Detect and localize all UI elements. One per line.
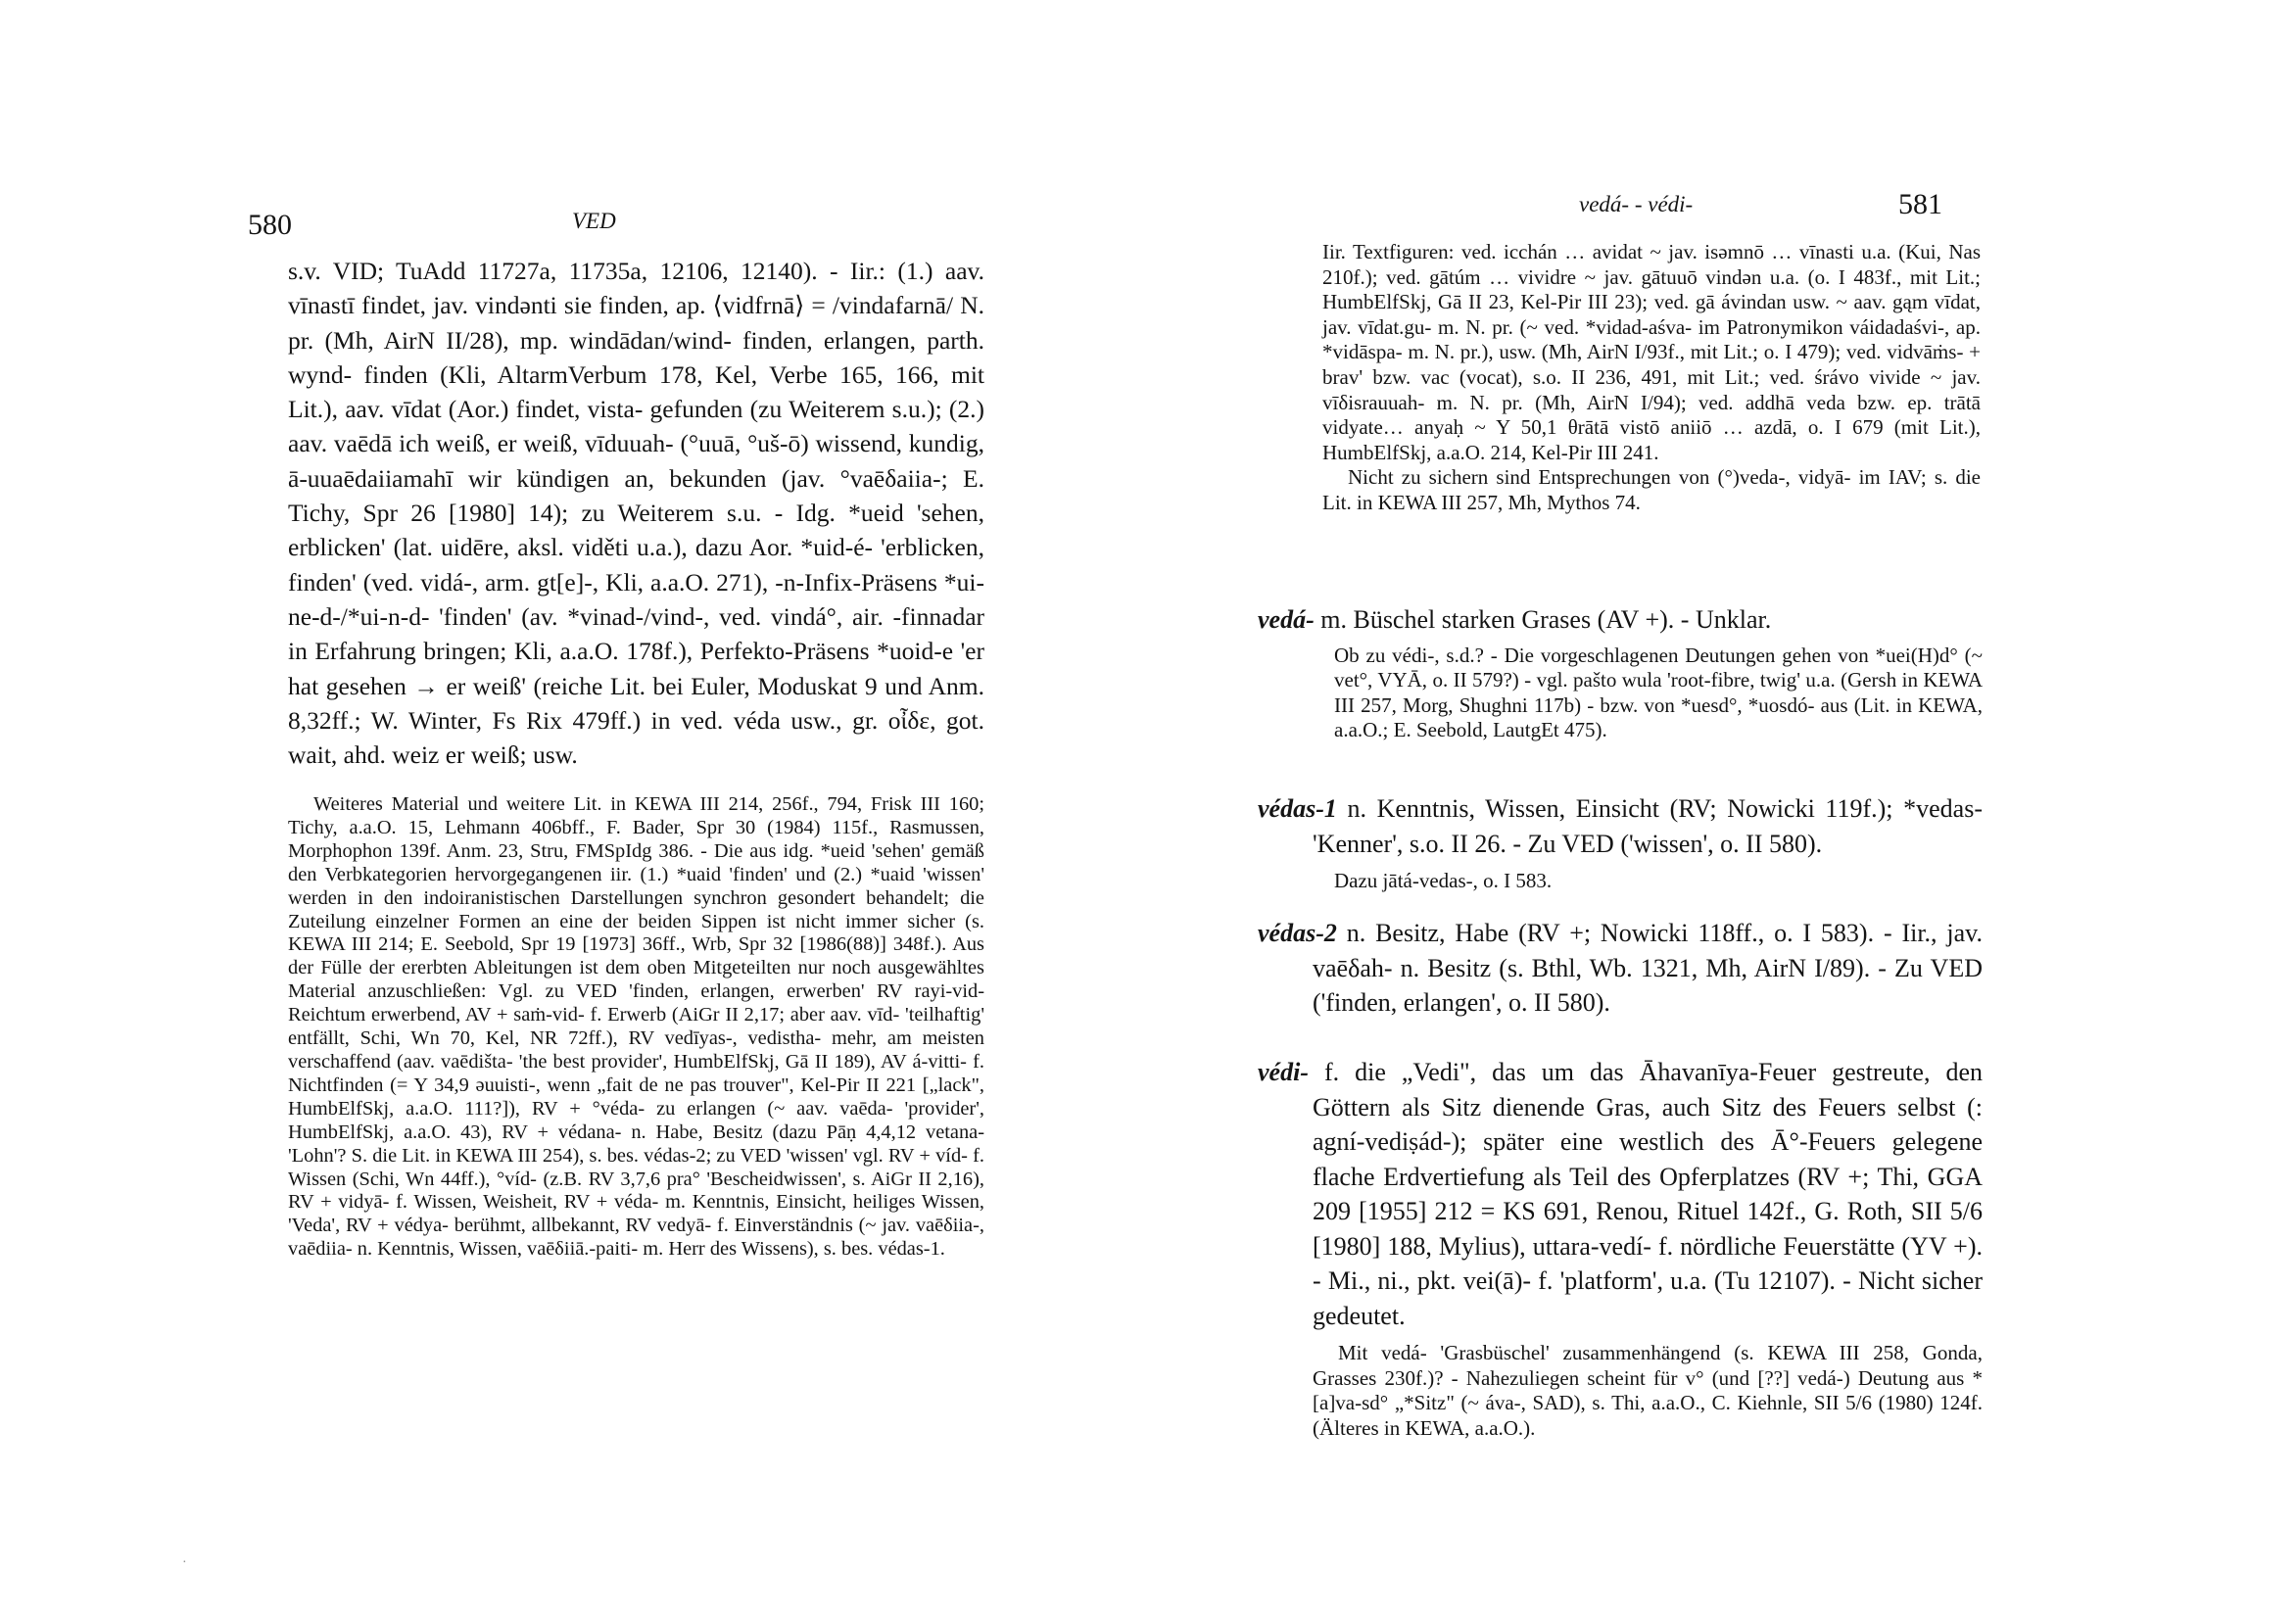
left-page [0, 0, 1136, 1622]
entry-main: n. Besitz, Habe (RV +; Nowicki 118ff., o. I 583). - Iir., jav. vaēδah- n. Besitz (s. Bthl, Wb. 1321, Mh, AirN I/89). - Zu VED ('finden, erlangen', o. II 580). [1313, 919, 1983, 1017]
entry-veda [1258, 602, 1983, 743]
entry-main: m. Büschel starken Grases (AV +). - Unklar. [1314, 605, 1772, 634]
intro-small-2: Nicht zu sichern sind Entsprechungen von (°)veda-, vidyā- im IAV; s. die Lit. in KEWA III 257, Mh, Mythos 74. [1322, 465, 1981, 514]
page-number-right: 581 [1898, 188, 1942, 220]
entry-note: Dazu jātá-vedas-, o. I 583. [1334, 869, 1553, 892]
entry-vedi [1258, 1055, 1983, 1441]
running-head-left: VED [572, 209, 616, 233]
right-page [1136, 0, 2296, 1622]
entry-note: Mit vedá- 'Grasbüschel' zusammenhängend (s. KEWA III 258, Gonda, Grasses 230f.)? - Nahezuliegen scheint für v° (und [??] vedá-) Deutung aus *[a]va-sd° „*Sitz" (~ áva-, SAD), s. Thi, a.a.O., C. Kiehnle, SII 5/6 (1980) 124f. (Älteres in KEWA, a.a.O.). [1313, 1341, 1983, 1440]
entry-vedas-1 [1258, 791, 1983, 894]
main-text: s.v. VID; TuAdd 11727a, 11735a, 12106, 12140). - Iir.: (1.) aav. vīnastī findet, jav. vindǝnti sie finden, ap. ⟨vidfrnā⟩ = /vindafarnā/ N. pr. (Mh, AirN II/28), mp. windādan/wind- finden, erlangen, parth. wynd- finden (Kli, AltarmVerbum 178, Kel, Verbe 165, 166, mit Lit.), aav. vīdat (Aor.) findet, vista- gefunden (zu Weiterem s.u.); (2.) aav. vaēdā ich weiß, er weiß, vīduuah- (°uuā, °uš-ō) wissend, kundig, ā-uuaēdaiiamahī wir kündigen an, bekunden (jav. °vaēδaiia-; E. Tichy, Spr 26 [1980] 14); zu Weiterem s.u. - Idg. *ueid 'sehen, erblicken' (lat. uidēre, aksl. viděti u.a.), dazu Aor. *uid-é- 'erblicken, finden' (ved. vidá-, arm. gt[e]-, Kli, a.a.O. 271), -n-Infix-Präsens *ui-ne-d-/*ui-n-d- 'finden' (av. *vinad-/vind-, ved. vindá°, air. -finnadar in Erfahrung bringen; Kli, a.a.O. 178f.), Perfekto-Präsens *uoid-e 'er hat gesehen → er weiß' (reiche Lit. bei Euler, Moduskat 9 und Anm. 8,32ff.; W. Winter, Fs Rix 479ff.) in ved. véda usw., gr. οἶδε, got. wait, ahd. weiz er weiß; usw. [288, 257, 984, 770]
small-paragraph-left [288, 793, 984, 1262]
intro-block [1283, 240, 1981, 516]
entry-note: Ob zu védi-, s.d.? - Die vorgeschlagenen Deutungen gehen von *uei(H)d° (~ vet°, VYĀ, o. II 579?) - vgl. pašto wula 'root-fibre, twig' u.a. (Gersh in KEWA III 257, Morg, Shughni 117b) - bzw. von *uesd°, *uosdó- aus (Lit. in KEWA, a.a.O.; E. Seebold, LautgEt 475). [1334, 643, 1983, 742]
lemma: védas-1 [1258, 794, 1337, 823]
intro-small: Iir. Textfiguren: ved. icchán … avidat ~ jav. isǝmnō … vīnasti u.a. (Kui, Nas 210f.); ved. gātúm … vividre ~ jav. gātuuō vindǝn u.a. (o. I 483f., mit Lit.; HumbElfSkj, Gā II 23, Kel-Pir III 23); ved. gā ávindan usw. ~ aav. gąm vīdat, jav. vīdat.gu- m. N. pr. (~ ved. *vidad-aśva- im Patronymikon váidadaśvi-, ap. *vidāspa- m. N. pr.), usw. (Mh, AirN I/93f., mit Lit.; o. I 479); ved. vidvāṁs- + brav' bzw. vac (vocat), s.o. II 236, 491, mit Lit.; ved. śrávo vivide ~ jav. vīδisrauuah- m. N. pr. (Mh, AirN I/94); ved. addhā veda bzw. ep. trātā vidyate… anyaḥ ~ Y 50,1 θrātā vistō aniiō … azdā, o. I 679 (mit Lit.), HumbElfSkj, a.a.O. 214, Kel-Pir III 241. [1322, 240, 1981, 464]
edge-mark: · [182, 1555, 187, 1570]
running-head-right: vedá- - védi- [1579, 192, 1694, 216]
lemma: védi- [1258, 1058, 1309, 1086]
entry-vedas-2 [1258, 916, 1983, 1021]
entry-main: n. Kenntnis, Wissen, Einsicht (RV; Nowicki 119f.); *vedas- 'Kenner', s.o. II 26. - Zu VED ('wissen', o. II 580). [1313, 794, 1983, 858]
lemma: védas-2 [1258, 919, 1337, 947]
entry-main: f. die „Vedi", das um das Āhavanīya-Feuer gestreute, den Göttern als Sitz dienende Gras, auch Sitz des Feuers selbst (: agní-vediṣád-); später eine westlich des Ā°-Feuers gelegene flache Erdvertiefung als Teil des Opferplatzes (RV +; Thi, GGA 209 [1955] 212 = KS 691, Renou, Rituel 142f., G. Roth, SII 5/6 [1980] 188, Mylius), uttara-vedí- f. nördliche Feuerstätte (YV +). - Mi., ni., pkt. vei(ā)- f. 'platform', u.a. (Tu 12107). - Nicht sicher gedeutet. [1308, 1058, 1983, 1330]
main-paragraph-left [288, 254, 984, 772]
lemma: vedá- [1258, 605, 1315, 634]
small-text: Weiteres Material und weitere Lit. in KEWA III 214, 256f., 794, Frisk III 160; Tichy, a.a.O. 15, Lehmann 406bff., F. Bader, Spr 30 (1984) 115f., Rasmussen, Morphophon 139f. Anm. 23, Stru, FMSpIdg 386. - Die aus idg. *ueid 'sehen' gemäß den Verbkategorien hervorgegangenen iir. (1.) *uaid 'finden' und (2.) *uaid 'wissen' werden in den indoiranistischen Darstellungen synchron gesondert behandelt; die Zuteilung einzelner Formen an eine der beiden Sippen ist nicht immer sicher (s. KEWA III 214; E. Seebold, Spr 19 [1973] 36ff., Wrb, Spr 32 [1986(88)] 348f.). Aus der Fülle der ererbten Ableitungen ist dem oben Mitgeteilten nur noch ausgewähltes Material anzuschließen: Vgl. zu VED 'finden, erlangen, erwerben' RV rayi-vid- Reichtum erwerbend, AV + saṁ-vid- f. Erwerb (AiGr II 2,17; aber aav. vīd- 'teilhaftig' entfällt, Schi, Wn 70, Kel, NR 72ff.), RV vedīyas-, vedistha- mehr, am meisten verschaffend (aav. vaēdišta- 'the best provider', HumbElfSkj, Gā II 189), AV á-vitti- f. Nichtfinden (= Y 34,9 ǝuuisti-, wenn „fait de ne pas trouver", Kel-Pir II 221 [„lack", HumbElfSkj, a.a.O. 111?]), RV + °véda- zu erlangen (~ aav. vaēda- 'provider', HumbElfSkj, a.a.O. 43), RV + védana- n. Habe, Besitz (dazu Pāṇ 4,4,12 vetana- 'Lohn'? S. die Lit. in KEWA III 254), s. bes. védas-2; zu VED 'wissen' vgl. RV + víd- f. Wissen (Schi, Wn 44ff.), °víd- (z.B. RV 3,7,6 pra° 'Bescheidwissen', s. AiGr II 2,16), RV + vidyā- f. Wissen, Weisheit, RV + véda- m. Kenntnis, Einsicht, heiliges Wissen, 'Veda', RV + védya- berühmt, allbekannt, RV vedyā- f. Einverständnis (~ jav. vaēδiia-, vaēdiia- n. Kenntnis, Wissen, vaēδiiā.-paiti- m. Herr des Wissens), s. bes. védas-1. [288, 793, 984, 1261]
page-number-left: 580 [248, 209, 292, 241]
